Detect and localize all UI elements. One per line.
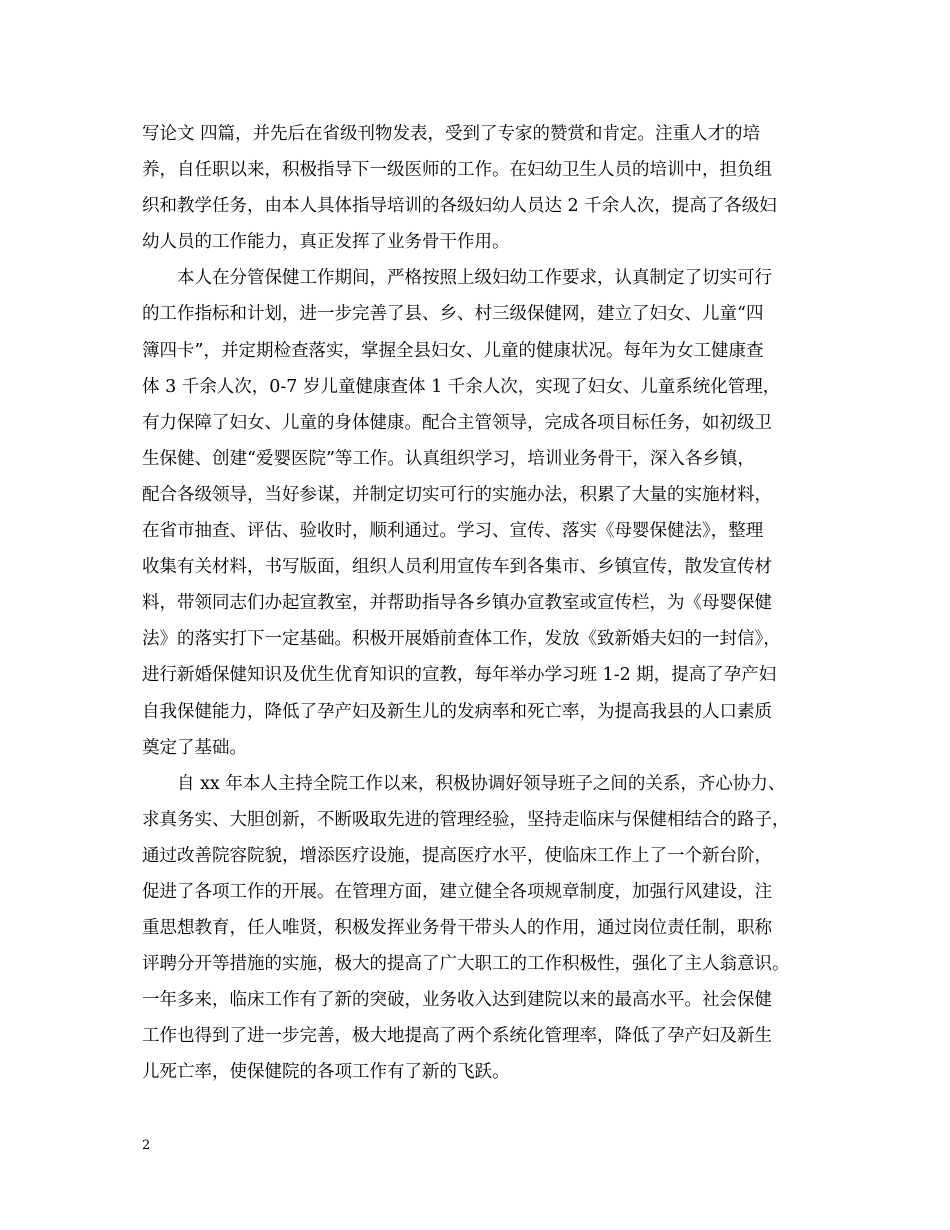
text-line: 评聘分开等措施的实施，极大的提高了广大职工的工作积极性，强化了主人翁意识。 [142,954,790,975]
paragraph-first-line: 自 xx 年本人主持全院工作以来，积极协调好领导班子之间的关系，齐心协力、 [177,773,786,794]
text-line: 通过改善院容院貌，增添医疗设施，提高医疗水平，使临床工作上了一个新台阶， [142,845,772,866]
body-text [142,116,842,1091]
paragraph-first-line: 本人在分管保健工作期间，严格按照上级妇幼工作要求，认真制定了切实可行 [177,268,772,289]
text-line: 写论文 四篇，并先后在省级刊物发表，受到了专家的赞赏和肯定。注重人才的培 [142,124,761,144]
text-line: 体 3 千余人次，0-7 岁儿童健康查体 1 千余人次，实现了妇女、儿童系统化管理， [142,376,781,397]
text-line: 织和教学任务，由本人具体指导培训的各级妇幼人员达 2 千余人次，提高了各级妇 [142,196,777,217]
text-line: 幼人员的工作能力，真正发挥了业务骨干作用。 [142,232,510,253]
text-line: 儿死亡率，使保健院的各项工作有了新的飞跃。 [142,1062,510,1083]
text-line: 工作也得到了进一步完善，极大地提高了两个系统化管理率，降低了孕产妇及新生 [142,1026,772,1047]
text-line: 重思想教育，任人唯贤，积极发挥业务骨干带头人的作用，通过岗位责任制，职称 [142,918,772,939]
text-line: 在省市抽查、评估、验收时，顺利通过。学习、宣传、落实《母婴保健法》，整理 [142,521,764,542]
text-line: 养，自任职以来，积极指导下一级医师的工作。在妇幼卫生人员的培训中，担负组 [142,160,772,181]
text-line: 收集有关材料，书写版面，组织人员利用宣传车到各集市、乡镇宣传，散发宣传材 [142,557,772,578]
text-line: 料，带领同志们办起宣教室，并帮助指导各乡镇办宣教室或宣传栏，为《母婴保健 [142,593,772,614]
text-line: 配合各级领导，当好参谋，并制定切实可行的实施办法，积累了大量的实施材料， [142,484,772,505]
text-line: 一年多来，临床工作有了新的突破，业务收入达到建院以来的最高水平。社会保健 [142,990,772,1011]
text-line: 有力保障了妇女、儿童的身体健康。配合主管领导，完成各项目标任务，如初级卫 [142,412,772,433]
text-line: 促进了各项工作的开展。在管理方面，建立健全各项规章制度，加强行风建设，注 [142,881,772,902]
text-line: 求真务实、大胆创新，不断吸取先进的管理经验，坚持走临床与保健相结合的路子， [142,809,790,830]
text-line: 生保健、创建“爱婴医院”等工作。认真组织学习，培训业务骨干，深入各乡镇， [142,448,755,469]
text-line: 进行新婚保健知识及优生优育知识的宣教，每年举办学习班 1-2 期，提高了孕产妇 [142,665,777,686]
text-line: 奠定了基础。 [142,737,247,758]
page-number: 2 [142,1138,151,1153]
text-line: 法》的落实打下一定基础。积极开展婚前查体工作，发放《致新婚夫妇的一封信》， [142,629,781,650]
text-line: 簿四卡”，并定期检查落实，掌握全县妇女、儿童的健康状况。每年为女工健康查 [142,340,764,361]
text-line: 自我保健能力，降低了孕产妇及新生儿的发病率和死亡率，为提高我县的人口素质 [142,701,772,722]
text-line: 的工作指标和计划，进一步完善了县、乡、村三级保健网，建立了妇女、儿童“四 [142,304,764,325]
